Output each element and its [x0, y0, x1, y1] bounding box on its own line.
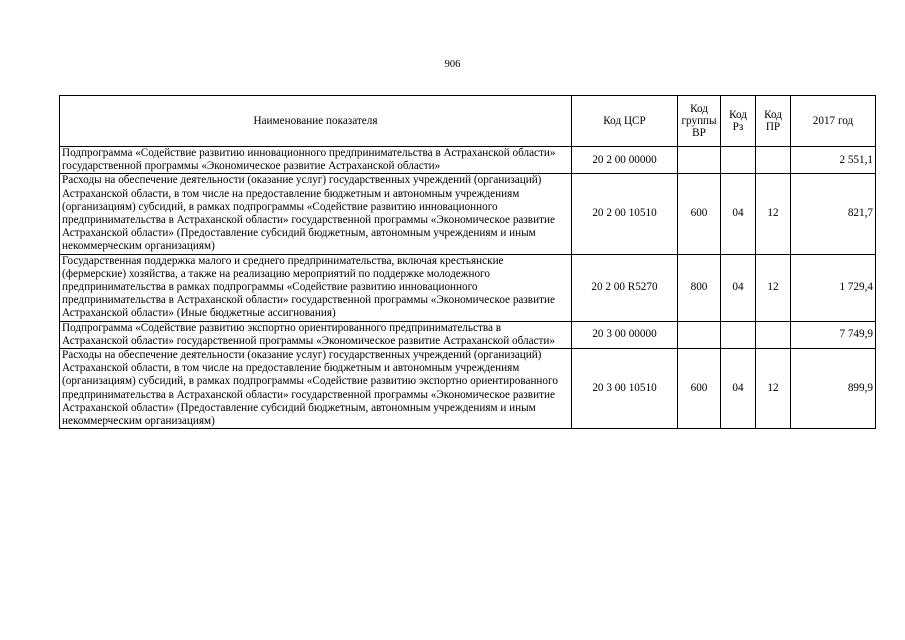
header-vr-code: Код группы ВР: [678, 96, 721, 147]
row-rz-code: 04: [721, 349, 756, 429]
row-rz-code: [721, 321, 756, 348]
table-row: [60, 349, 876, 429]
row-vr-code: [678, 147, 721, 174]
row-amount: 2 551,1: [791, 147, 876, 174]
table-row: [60, 147, 876, 174]
row-rz-code: 04: [721, 254, 756, 321]
row-csr-code: 20 3 00 10510: [572, 349, 678, 429]
row-csr-code: 20 2 00 R5270: [572, 254, 678, 321]
row-pr-code: 12: [756, 349, 791, 429]
table-row: [60, 321, 876, 348]
row-csr-code: 20 3 00 00000: [572, 321, 678, 348]
row-vr-code: 600: [678, 174, 721, 254]
row-amount: 7 749,9: [791, 321, 876, 348]
row-csr-code: 20 2 00 10510: [572, 174, 678, 254]
header-rz-code: Код Рз: [721, 96, 756, 147]
header-indicator-name: Наименование показателя: [60, 96, 572, 147]
row-vr-code: [678, 321, 721, 348]
row-rz-code: 04: [721, 174, 756, 254]
budget-table: [59, 95, 876, 429]
row-csr-code: 20 2 00 00000: [572, 147, 678, 174]
header-year-2017: 2017 год: [791, 96, 876, 147]
row-rz-code: [721, 147, 756, 174]
header-csr-code: Код ЦСР: [572, 96, 678, 147]
row-indicator-name: Подпрограмма «Содействие развитию инновационного предпринимательства в Астраханской области» государственной программы «Экономическое развитие Астраханской области»: [60, 147, 572, 174]
table-header-row: [60, 96, 876, 147]
table-row: [60, 174, 876, 254]
row-indicator-name: Государственная поддержка малого и среднего предпринимательства, включая крестьянские (фермерские) хозяйства, а также на реализацию мероприятий по поддержке молодежного предпринимательства в рамках подпрограммы «Содействие развитию инновационного предпринимательства в Астраханской области» государственной программы «Экономическое развитие Астраханской области» (Иные бюджетные ассигнования): [60, 254, 572, 321]
row-pr-code: 12: [756, 174, 791, 254]
row-amount: 821,7: [791, 174, 876, 254]
row-pr-code: [756, 147, 791, 174]
row-vr-code: 600: [678, 349, 721, 429]
page-number: 906: [444, 59, 461, 70]
row-pr-code: 12: [756, 254, 791, 321]
row-indicator-name: Расходы на обеспечение деятельности (оказание услуг) государственных учреждений (организаций) Астраханской области, в том числе на предоставление бюджетным и автономным учреждениям (организациям) субсидий, в рамках подпрограммы «Содействие развитию экспортно ориентированного предпринимательства в Астраханской области» государственной программы «Экономическое развитие Астраханской области» (Предоставление субсидий бюджетным, автономным учреждениям и иным некоммерческим организациям): [60, 349, 572, 429]
header-pr-code: Код ПР: [756, 96, 791, 147]
row-amount: 1 729,4: [791, 254, 876, 321]
row-vr-code: 800: [678, 254, 721, 321]
row-indicator-name: Расходы на обеспечение деятельности (оказание услуг) государственных учреждений (организаций) Астраханской области, в том числе на предоставление бюджетным и автономным учреждениям (организациям) субсидий, в рамках подпрограммы «Содействие развитию инновационного предпринимательства в Астраханской области» государственной программы «Экономическое развитие Астраханской области» (Предоставление субсидий бюджетным, автономным учреждениям и иным некоммерческим организациям): [60, 174, 572, 254]
row-pr-code: [756, 321, 791, 348]
row-amount: 899,9: [791, 349, 876, 429]
table-row: [60, 254, 876, 321]
row-indicator-name: Подпрограмма «Содействие развитию экспортно ориентированного предпринимательства в Астраханской области» государственной программы «Экономическое развитие Астраханской области»: [60, 321, 572, 348]
